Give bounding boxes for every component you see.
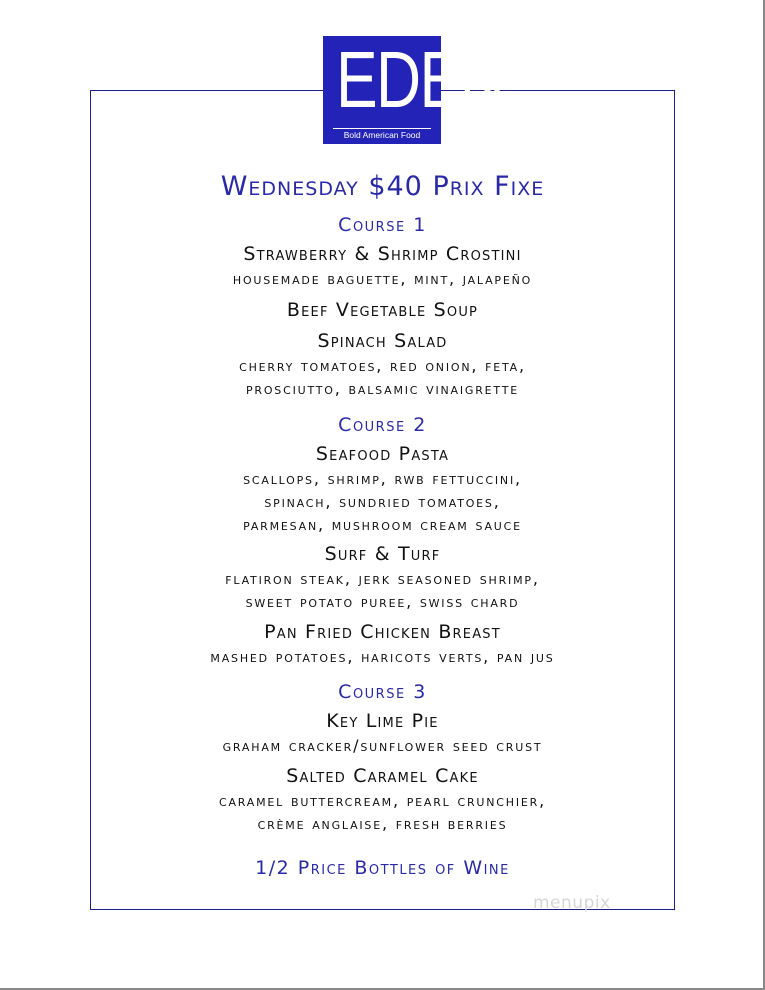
dish-strawberry-shrimp-crostini: Strawberry & Shrimp Crostini — [243, 243, 522, 265]
dish-description: parmesan, mushroom cream sauce — [243, 515, 522, 534]
course-3-heading: Course 3 — [338, 681, 427, 703]
eden-logo — [323, 35, 504, 144]
dish-spinach-salad: Spinach Salad — [317, 330, 448, 352]
dish-key-lime-pie: Key Lime Pie — [326, 710, 439, 732]
dish-description: crème anglaise, fresh berries — [257, 814, 508, 833]
wine-promo: 1/2 Price Bottles of Wine — [255, 857, 510, 879]
dish-description: sweet potato puree, swiss chard — [245, 592, 520, 611]
menu-title: Wednesday $40 Prix Fixe — [220, 171, 545, 202]
dish-seafood-pasta: Seafood Pasta — [315, 443, 450, 465]
dish-salted-caramel-cake: Salted Caramel Cake — [286, 765, 479, 787]
dish-description: prosciutto, balsamic vinaigrette — [245, 379, 520, 398]
dish-description: caramel buttercream, pearl crunchier, — [219, 791, 546, 810]
logo-divider — [333, 128, 431, 129]
dish-description: housemade baguette, mint, jalapeño — [232, 269, 533, 288]
logo-tagline: Bold American Food — [343, 130, 421, 140]
dish-pan-fried-chicken-breast: Pan Fried Chicken Breast — [264, 621, 501, 643]
dish-description: mashed potatoes, haricots verts, pan jus — [210, 647, 555, 666]
dish-description: spinach, sundried tomatoes, — [264, 492, 501, 511]
dish-description: flatiron steak, jerk seasoned shrimp, — [225, 569, 540, 588]
dish-description: cherry tomatoes, red onion, feta, — [239, 356, 526, 375]
logo-wordmark: EDEN — [335, 35, 504, 124]
dish-beef-vegetable-soup: Beef Vegetable Soup — [286, 299, 479, 321]
course-1-heading: Course 1 — [338, 214, 427, 236]
course-2-heading: Course 2 — [338, 414, 427, 436]
menupix-watermark: menupix — [533, 893, 611, 913]
dish-description: scallops, shrimp, rwb fettuccini, — [243, 469, 522, 488]
dish-description: graham cracker/sunflower seed crust — [222, 736, 543, 755]
dish-surf-and-turf: Surf & Turf — [324, 543, 441, 565]
